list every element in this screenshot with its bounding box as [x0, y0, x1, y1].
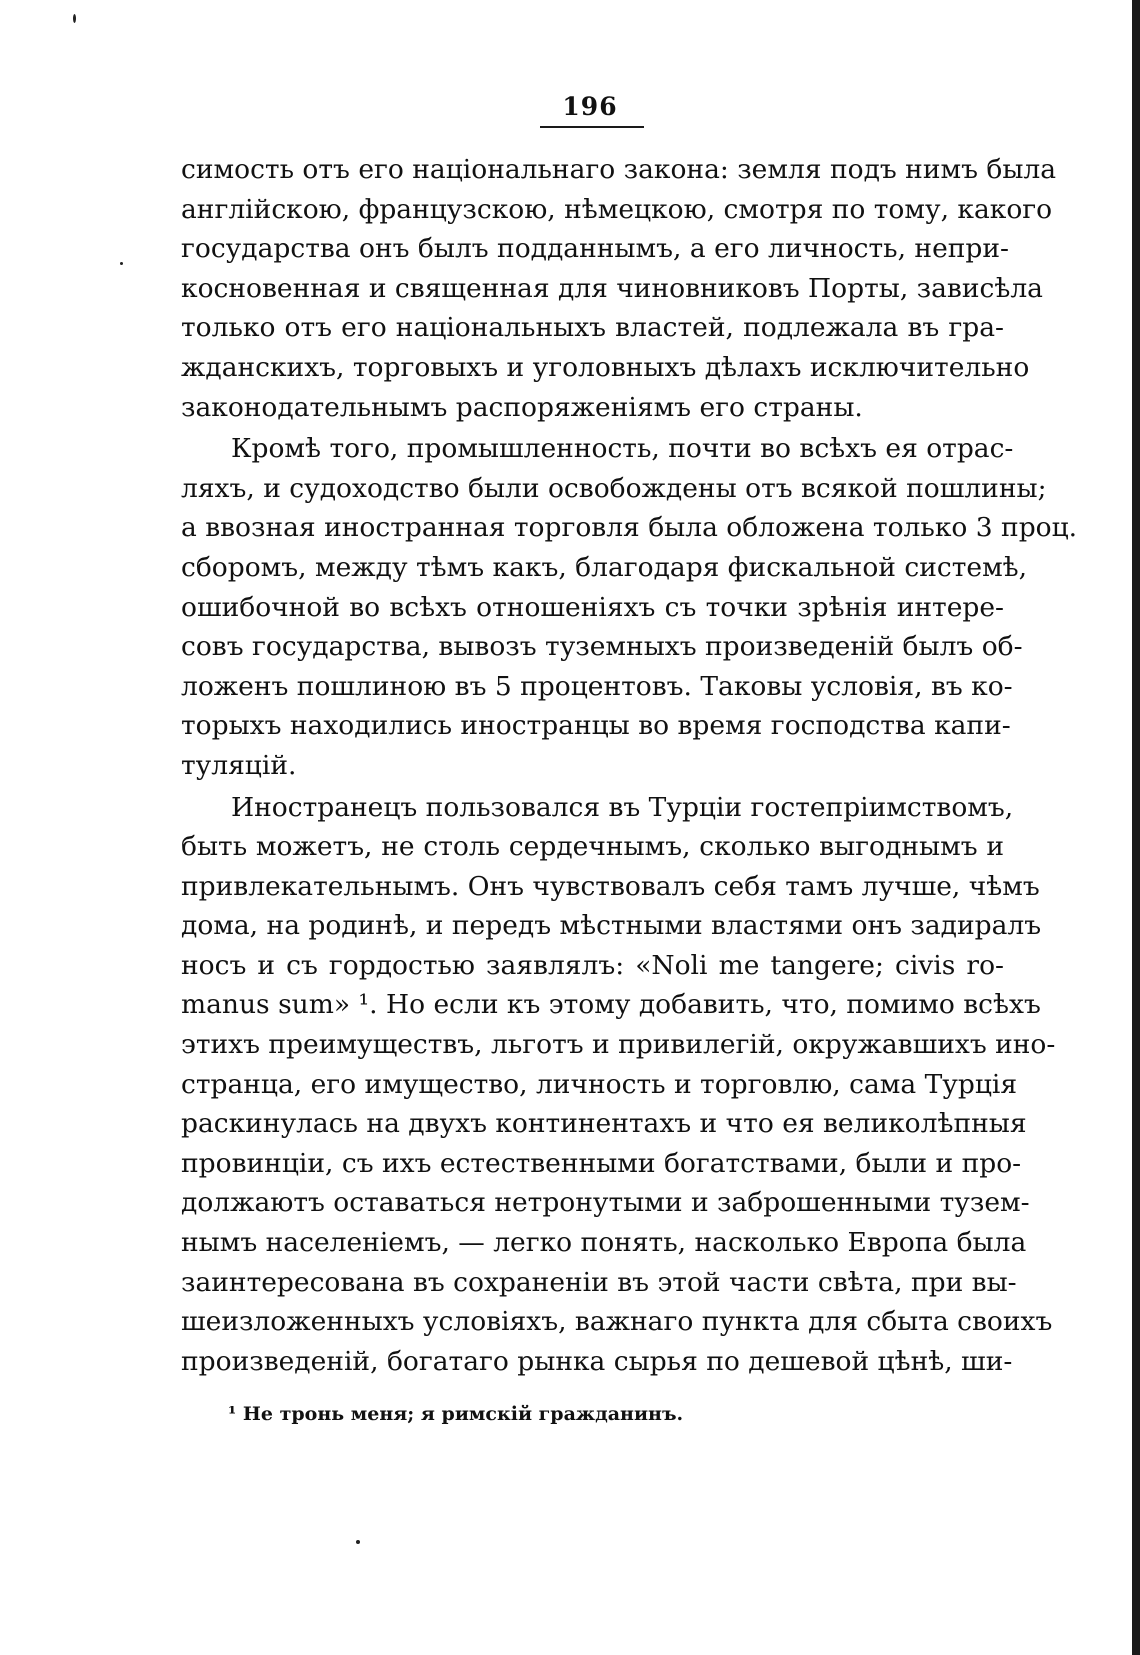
text-line: законодательнымъ распоряженіямъ его страны.: [181, 391, 863, 423]
text-line: только отъ его національныхъ властей, подлежала въ гра-: [181, 312, 1004, 344]
text-line: провинціи, съ ихъ естественными богатствами, были и про-: [181, 1147, 1022, 1179]
footnote: ¹ Не тронь меня; я римскій гражданинъ.: [228, 1403, 684, 1425]
text-line: manus sum» ¹. Но если къ этому добавить, что, помимо всѣхъ: [181, 989, 1041, 1021]
page-number-rule: [540, 126, 644, 128]
text-line: Кромѣ того, промышленность, почти во всѣхъ ея отрас-: [231, 433, 1014, 465]
text-line: дома, на родинѣ, и передъ мѣстными властями онъ задиралъ: [181, 910, 1042, 942]
text-line: этихъ преимуществъ, льготъ и привилегій, окружавшихъ ино-: [181, 1029, 1056, 1061]
text-line: нымъ населеніемъ, — легко понять, насколько Европа была: [181, 1227, 1027, 1259]
text-line: ложенъ пошлиною въ 5 процентовъ. Таковы условія, въ ко-: [181, 670, 1013, 702]
text-line: торыхъ находились иностранцы во время господства капи-: [181, 710, 1011, 742]
text-line: привлекательнымъ. Онъ чувствовалъ себя тамъ лучше, чѣмъ: [181, 870, 1040, 902]
text-line: жданскихъ, торговыхъ и уголовныхъ дѣлахъ исключительно: [181, 351, 1030, 383]
text-line: носъ и съ гордостью заявлялъ: «Noli me tangere; civis ro-: [181, 949, 1004, 981]
main-text: [181, 150, 1078, 1381]
text-line: а ввозная иностранная торговля была обложена только 3 проц.: [181, 512, 1078, 544]
text-line: симость отъ его національнаго закона: земля подъ нимъ была: [181, 154, 1057, 185]
text-line: англійскою, французскою, нѣмецкою, смотря по тому, какого: [181, 193, 1053, 225]
text-line: раскинулась на двухъ континентахъ и что ея великолѣпныя: [181, 1108, 1027, 1140]
scan-speck: [356, 1540, 360, 1544]
text-line: заинтересована въ сохраненіи въ этой части свѣта, при вы-: [181, 1266, 1017, 1298]
text-line: сборомъ, между тѣмъ какъ, благодаря фискальной системѣ,: [181, 551, 1028, 583]
text-line: туляцій.: [181, 749, 297, 781]
page-number: 196: [562, 92, 618, 121]
text-line: ошибочной во всѣхъ отношеніяхъ съ точки зрѣнія интере-: [181, 591, 1004, 623]
scan-speck: [120, 262, 123, 265]
text-line: странца, его имущество, личность и торговлю, сама Турція: [181, 1068, 1018, 1100]
scan-speck: [73, 14, 76, 23]
text-line: косновенная и священная для чиновниковъ Порты, зависѣла: [181, 272, 1043, 304]
text-line: совъ государства, вывозъ туземныхъ произведеній былъ об-: [181, 631, 1023, 663]
text-line: должаютъ оставаться нетронутыми и заброшенными тузем-: [181, 1187, 1030, 1219]
scan-page-edge: [1132, 0, 1140, 1655]
text-line: Иностранецъ пользовался въ Турціи гостепріимствомъ,: [231, 791, 1014, 823]
text-line: шеизложенныхъ условіяхъ, важнаго пункта для сбыта своихъ: [181, 1306, 1053, 1338]
text-line: государства онъ былъ подданнымъ, а его личность, непри-: [181, 233, 1010, 265]
text-line: ляхъ, и судоходство были освобождены отъ всякой пошлины;: [181, 472, 1047, 504]
text-line: произведеній, богатаго рынка сырья по дешевой цѣнѣ, ши-: [181, 1345, 1013, 1377]
text-line: быть можетъ, не столь сердечнымъ, сколько выгоднымъ и: [181, 831, 1004, 863]
